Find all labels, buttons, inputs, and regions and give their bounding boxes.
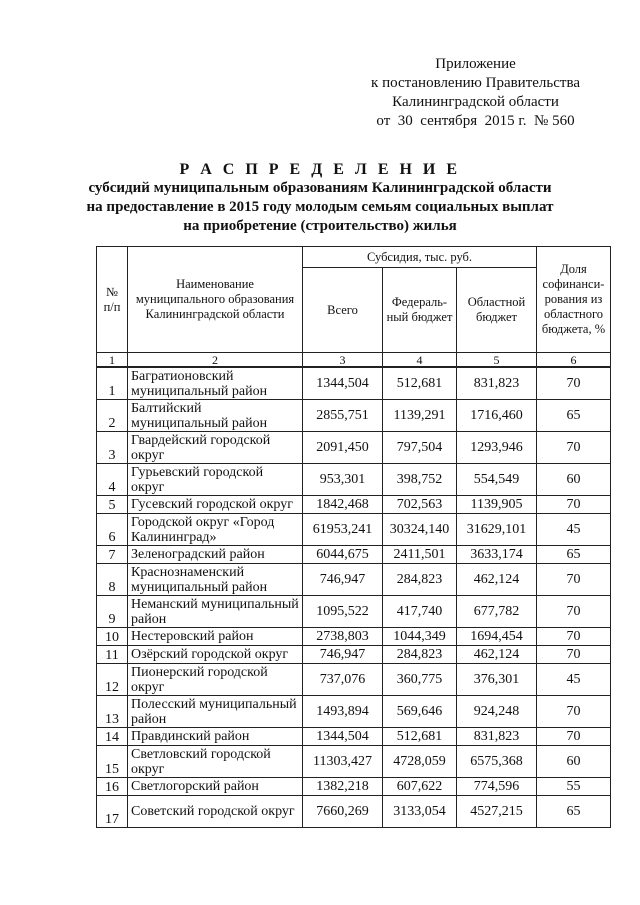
column-number: 1 [97, 353, 128, 368]
subsidy-total: 11303,427 [303, 746, 383, 778]
table-row [97, 514, 611, 546]
subsidy-total: 746,947 [303, 646, 383, 664]
municipality-name: Гурьевский городской округ [128, 464, 303, 496]
federal-budget: 512,681 [383, 728, 457, 746]
municipality-name: Балтийский муниципальный район [128, 400, 303, 432]
table-row [97, 464, 611, 496]
appendix-region: Калининградской области [392, 94, 559, 110]
regional-budget: 3633,174 [457, 546, 537, 564]
municipality-name: Полесский муниципальный район [128, 696, 303, 728]
regional-budget: 31629,101 [457, 514, 537, 546]
cofinancing-share: 60 [537, 464, 611, 496]
regional-budget: 462,124 [457, 646, 537, 664]
table-body [97, 353, 611, 828]
cofinancing-share: 70 [537, 728, 611, 746]
municipality-name: Неманский муниципальный район [128, 596, 303, 628]
table-row [97, 664, 611, 696]
federal-budget: 2411,501 [383, 546, 457, 564]
row-number: 9 [97, 596, 128, 628]
header-num: № п/п [97, 247, 128, 353]
federal-budget: 3133,054 [383, 796, 457, 828]
header-regional: Областной бюджет [457, 268, 537, 353]
appendix-resolution: к постановлению Правительства [371, 75, 580, 91]
federal-budget: 360,775 [383, 664, 457, 696]
subsidy-total: 1344,504 [303, 367, 383, 400]
row-number: 10 [97, 628, 128, 646]
table-row [97, 696, 611, 728]
table-row [97, 796, 611, 828]
row-number: 11 [97, 646, 128, 664]
federal-budget: 30324,140 [383, 514, 457, 546]
municipality-name: Советский городской округ [128, 796, 303, 828]
cofinancing-share: 45 [537, 664, 611, 696]
row-number: 7 [97, 546, 128, 564]
table-row [97, 367, 611, 400]
row-number: 12 [97, 664, 128, 696]
row-number: 17 [97, 796, 128, 828]
row-number: 8 [97, 564, 128, 596]
subsidy-total: 2091,450 [303, 432, 383, 464]
table-row [97, 646, 611, 664]
federal-budget: 417,740 [383, 596, 457, 628]
appendix-title: Приложение [435, 56, 516, 72]
table-row [97, 778, 611, 796]
federal-budget: 607,622 [383, 778, 457, 796]
table-row [97, 746, 611, 778]
municipality-name: Гусевский городской округ [128, 496, 303, 514]
subsidy-total: 746,947 [303, 564, 383, 596]
regional-budget: 774,596 [457, 778, 537, 796]
regional-budget: 554,549 [457, 464, 537, 496]
document-subtitle-line-3: на приобретение (строительство) жилья [183, 218, 457, 234]
column-number: 5 [457, 353, 537, 368]
cofinancing-share: 70 [537, 496, 611, 514]
federal-budget: 4728,059 [383, 746, 457, 778]
regional-budget: 1694,454 [457, 628, 537, 646]
cofinancing-share: 70 [537, 596, 611, 628]
subsidy-total: 6044,675 [303, 546, 383, 564]
regional-budget: 376,301 [457, 664, 537, 696]
subsidy-total: 1842,468 [303, 496, 383, 514]
appendix-date-number: от 30 сентября 2015 г. № 560 [376, 113, 575, 129]
row-number: 2 [97, 400, 128, 432]
regional-budget: 831,823 [457, 728, 537, 746]
document-subtitle-line-2: на предоставление в 2015 году молодым семьям социальных выплат [86, 199, 554, 215]
municipality-name: Краснознаменский муниципальный район [128, 564, 303, 596]
municipality-name: Светлогорский район [128, 778, 303, 796]
regional-budget: 831,823 [457, 367, 537, 400]
municipality-name: Пионерский городской округ [128, 664, 303, 696]
federal-budget: 284,823 [383, 646, 457, 664]
cofinancing-share: 70 [537, 564, 611, 596]
municipality-name: Гвардейский городской округ [128, 432, 303, 464]
federal-budget: 702,563 [383, 496, 457, 514]
regional-budget: 4527,215 [457, 796, 537, 828]
document-subtitle-line-1: субсидий муниципальным образованиям Калининградской области [88, 180, 552, 196]
federal-budget: 797,504 [383, 432, 457, 464]
municipality-name: Озёрский городской округ [128, 646, 303, 664]
row-number: 13 [97, 696, 128, 728]
subsidy-total: 1382,218 [303, 778, 383, 796]
appendix-block [371, 55, 580, 131]
regional-budget: 677,782 [457, 596, 537, 628]
subsidy-total: 953,301 [303, 464, 383, 496]
municipality-name: Нестеровский район [128, 628, 303, 646]
cofinancing-share: 60 [537, 746, 611, 778]
regional-budget: 6575,368 [457, 746, 537, 778]
subsidy-total: 61953,241 [303, 514, 383, 546]
federal-budget: 1139,291 [383, 400, 457, 432]
row-number: 1 [97, 367, 128, 400]
municipality-name: Городской округ «Город Калининград» [128, 514, 303, 546]
header-total: Всего [303, 268, 383, 353]
table-row [97, 432, 611, 464]
header-subsidy: Субсидия, тыс. руб. [303, 247, 537, 268]
cofinancing-share: 45 [537, 514, 611, 546]
municipality-name: Багратионовский муниципальный район [128, 367, 303, 400]
regional-budget: 924,248 [457, 696, 537, 728]
subsidy-total: 7660,269 [303, 796, 383, 828]
row-number: 15 [97, 746, 128, 778]
municipality-name: Зеленоградский район [128, 546, 303, 564]
row-number: 4 [97, 464, 128, 496]
municipality-name: Правдинский район [128, 728, 303, 746]
cofinancing-share: 65 [537, 400, 611, 432]
cofinancing-share: 70 [537, 367, 611, 400]
federal-budget: 284,823 [383, 564, 457, 596]
regional-budget: 462,124 [457, 564, 537, 596]
column-number: 2 [128, 353, 303, 368]
header-federal: Федераль-ный бюджет [383, 268, 457, 353]
document-title: Р А С П Р Е Д Е Л Е Н И Е [179, 161, 461, 178]
subsidy-total: 1344,504 [303, 728, 383, 746]
column-number: 3 [303, 353, 383, 368]
row-number: 6 [97, 514, 128, 546]
regional-budget: 1293,946 [457, 432, 537, 464]
federal-budget: 1044,349 [383, 628, 457, 646]
federal-budget: 398,752 [383, 464, 457, 496]
cofinancing-share: 65 [537, 546, 611, 564]
cofinancing-share: 55 [537, 778, 611, 796]
subsidy-total: 2738,803 [303, 628, 383, 646]
row-number: 5 [97, 496, 128, 514]
row-number: 14 [97, 728, 128, 746]
regional-budget: 1139,905 [457, 496, 537, 514]
cofinancing-share: 70 [537, 696, 611, 728]
table-row [97, 400, 611, 432]
cofinancing-share: 70 [537, 646, 611, 664]
subsidy-total: 1095,522 [303, 596, 383, 628]
row-number: 3 [97, 432, 128, 464]
header-name: Наименование муниципального образования Калининградской области [128, 247, 303, 353]
cofinancing-share: 70 [537, 628, 611, 646]
subsidy-total: 1493,894 [303, 696, 383, 728]
federal-budget: 512,681 [383, 367, 457, 400]
table-row [97, 728, 611, 746]
table-row [97, 496, 611, 514]
document-heading [0, 160, 640, 236]
header-share: Доля софинанси-рования из областного бюджета, % [537, 247, 611, 353]
subsidy-total: 737,076 [303, 664, 383, 696]
municipality-name: Светловский городской округ [128, 746, 303, 778]
subsidy-total: 2855,751 [303, 400, 383, 432]
cofinancing-share: 65 [537, 796, 611, 828]
table-row [97, 546, 611, 564]
federal-budget: 569,646 [383, 696, 457, 728]
column-number-row [97, 353, 611, 368]
table-row [97, 596, 611, 628]
subsidy-table [96, 246, 611, 828]
table-row [97, 628, 611, 646]
regional-budget: 1716,460 [457, 400, 537, 432]
table-row [97, 564, 611, 596]
column-number: 4 [383, 353, 457, 368]
cofinancing-share: 70 [537, 432, 611, 464]
row-number: 16 [97, 778, 128, 796]
column-number: 6 [537, 353, 611, 368]
